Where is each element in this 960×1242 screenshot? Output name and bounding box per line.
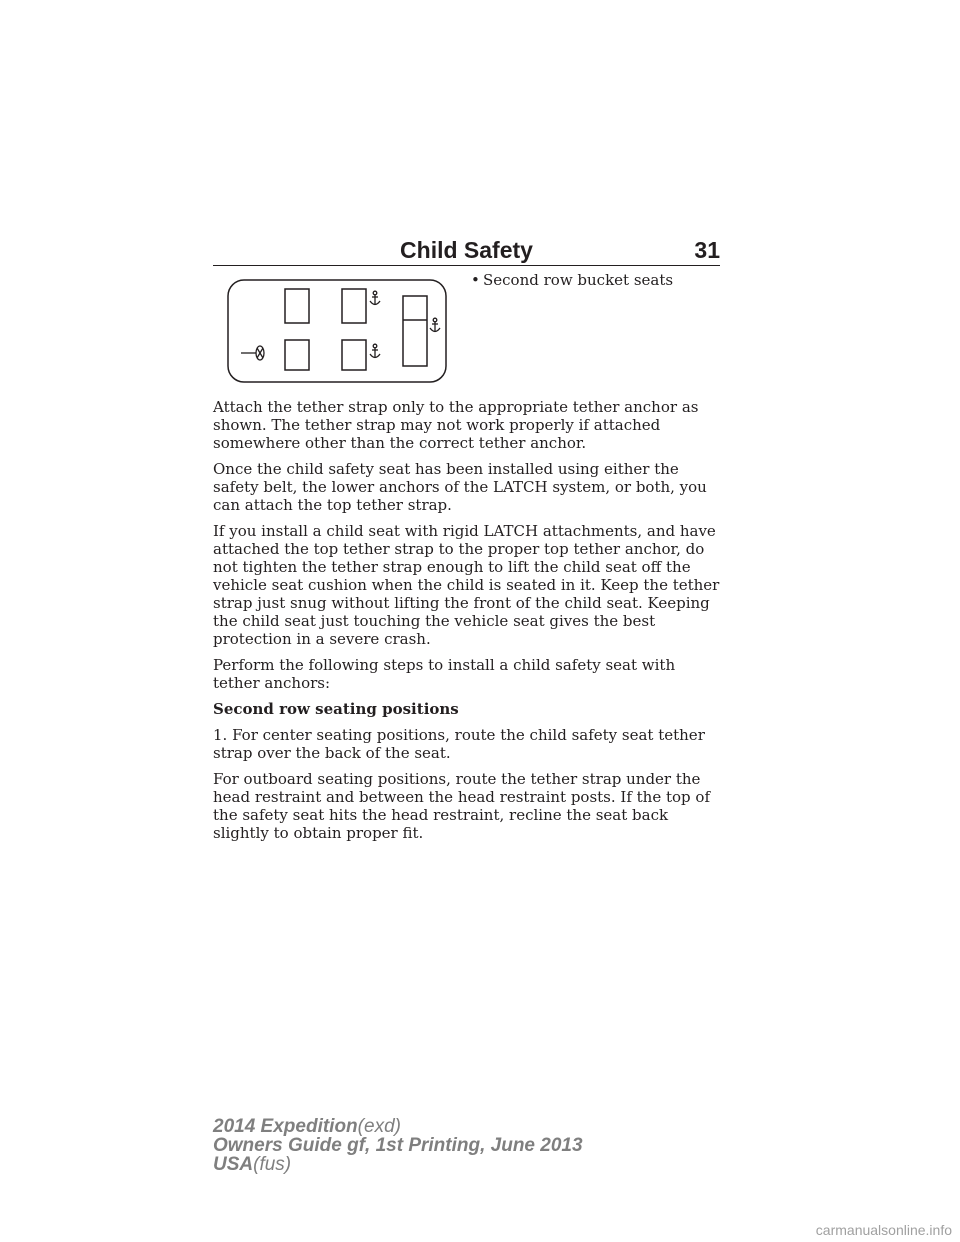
seat-front-left <box>285 340 309 370</box>
paragraph: For outboard seating positions, route the tether strap under the head restraint and between the head restraint posts. If the top of the safety seat hits the head restraint, recline the seat back slightly to obtain proper fit. <box>213 770 710 842</box>
tether-anchor-icon <box>370 291 380 305</box>
page-footer <box>213 1117 583 1174</box>
seat-second-row-left <box>285 289 309 323</box>
page-header <box>213 236 720 268</box>
bullet-item <box>471 271 673 290</box>
subheading: Second row seating positions <box>213 700 459 718</box>
paragraph: 1. For center seating positions, route the child safety seat tether strap over the back of the seat. <box>213 726 705 762</box>
watermark: carmanualsonline.info <box>815 1222 952 1238</box>
footer-line: 2014 Expedition(exd) <box>213 1116 401 1137</box>
seat-front-right <box>342 340 366 370</box>
bullet-text: Second row bucket seats <box>483 271 674 289</box>
page-number: 31 <box>694 237 720 263</box>
seat-second-row-right <box>342 289 366 323</box>
paragraph: If you install a child seat with rigid LATCH attachments, and have attached the top tether strap to the proper top tether anchor, do not tighten the tether strap enough to lift the child seat off the vehicle seat cushion when the child is seated in it. Keep the tether strap just snug without lifting the front of the child seat. Keeping the child seat just touching the vehicle seat gives the best protection in a severe crash. <box>213 522 720 648</box>
seat-third-row <box>403 296 427 366</box>
paragraph: Once the child safety seat has been installed using either the safety belt, the lower anchors of the LATCH system, or both, you can attach the top tether strap. <box>213 460 707 514</box>
bullet-dot: • <box>471 271 480 289</box>
header-rule <box>213 265 720 266</box>
footer-line: USA(fus) <box>213 1154 292 1175</box>
paragraph: Attach the tether strap only to the appropriate tether anchor as shown. The tether strap may not work properly if attached somewhere other than the correct tether anchor. <box>213 398 699 452</box>
tether-anchor-icon <box>370 344 380 358</box>
section-title: Child Safety <box>400 237 533 263</box>
footer-line: Owners Guide gf, 1st Printing, June 2013 <box>213 1135 583 1156</box>
paragraph: Perform the following steps to install a child safety seat with tether anchors: <box>213 656 676 692</box>
steering-wheel-icon <box>241 346 264 360</box>
tether-anchor-icon <box>430 318 440 332</box>
seating-diagram <box>227 279 447 383</box>
body-text <box>213 398 723 850</box>
